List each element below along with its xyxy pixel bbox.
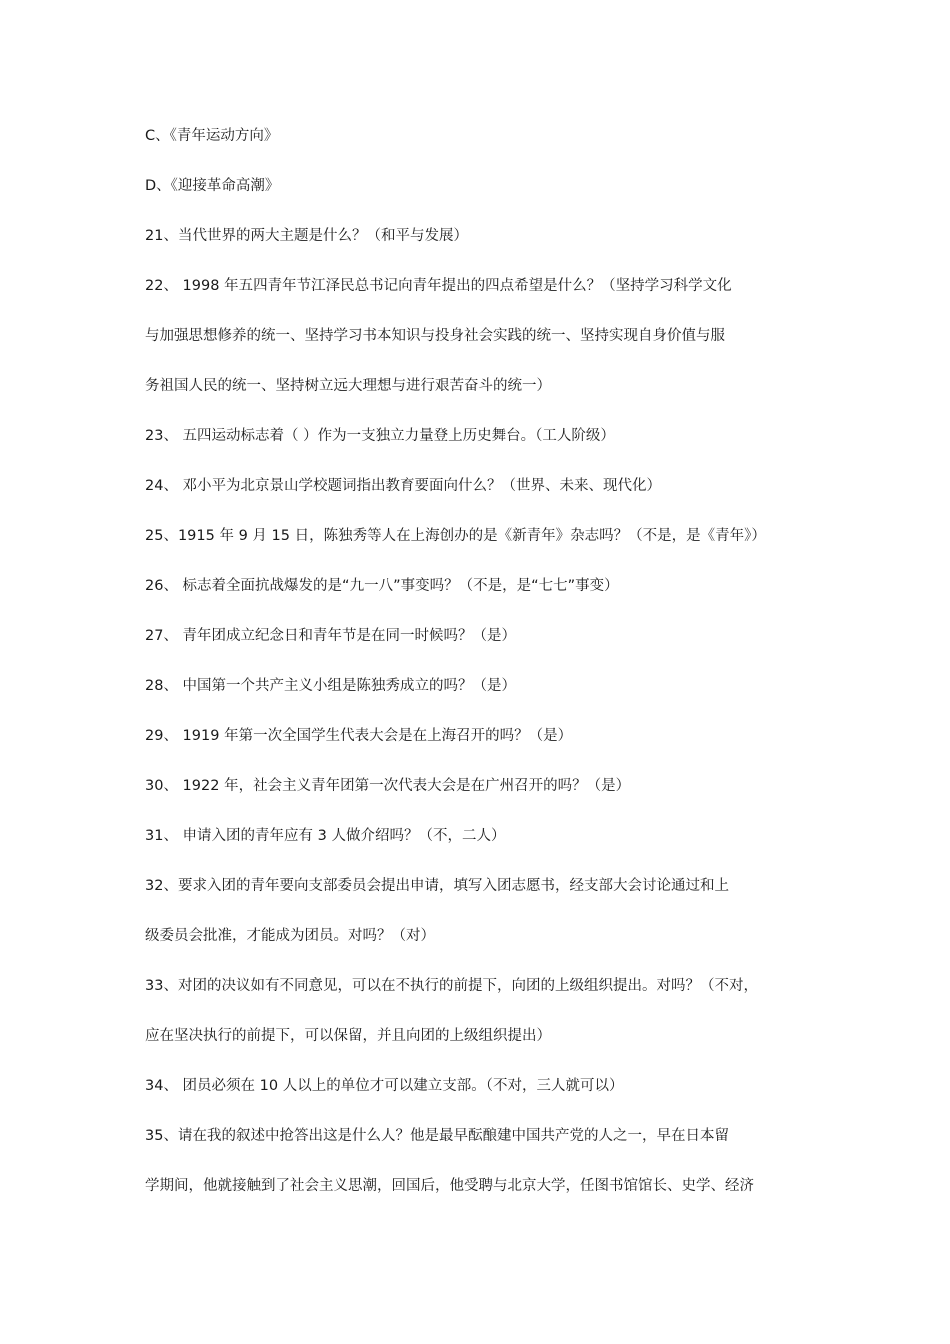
question-25: 25、1915 年 9 月 15 日，陈独秀等人在上海创办的是《新青年》杂志吗？（不是，是《青年》）: [145, 528, 766, 544]
question-33: 33、对团的决议如有不同意见，可以在不执行的前提下，向团的上级组织提出。对吗？（不对，: [145, 978, 758, 994]
question-34: 34、 团员必须在 10 人以上的单位才可以建立支部。（不对，三人就可以）: [145, 1078, 624, 1094]
question-33-cont: 应在坚决执行的前提下，可以保留，并且向团的上级组织提出）: [145, 1028, 551, 1044]
question-31: 31、 申请入团的青年应有 3 人做介绍吗？（不，二人）: [145, 828, 506, 844]
question-24: 24、 邓小平为北京景山学校题词指出教育要面向什么？（世界、未来、现代化）: [145, 478, 662, 494]
question-23: 23、 五四运动标志着（ ）作为一支独立力量登上历史舞台。（工人阶级）: [145, 428, 615, 444]
question-21: 21、当代世界的两大主题是什么？（和平与发展）: [145, 228, 468, 244]
question-29: 29、 1919 年第一次全国学生代表大会是在上海召开的吗？（是）: [145, 728, 573, 744]
question-32-cont: 级委员会批准，才能成为团员。对吗？（对）: [145, 928, 435, 944]
question-32: 32、要求入团的青年要向支部委员会提出申请，填写入团志愿书，经支部大会讨论通过和上: [145, 878, 729, 894]
question-28: 28、 中国第一个共产主义小组是陈独秀成立的吗？（是）: [145, 678, 517, 694]
option-d: D、《迎接革命高潮》: [145, 178, 280, 194]
option-c: C、《青年运动方向》: [145, 128, 279, 144]
question-35: 35、请在我的叙述中抢答出这是什么人？他是最早酝酿建中国共产党的人之一，早在日本留: [145, 1128, 729, 1144]
question-30: 30、 1922 年，社会主义青年团第一次代表大会是在广州召开的吗？（是）: [145, 778, 631, 794]
question-26: 26、 标志着全面抗战爆发的是“九一八”事变吗？（不是，是“七七”事变）: [145, 578, 619, 594]
question-27: 27、 青年团成立纪念日和青年节是在同一时候吗？（是）: [145, 628, 517, 644]
question-22-cont-1: 与加强思想修养的统一、坚持学习书本知识与投身社会实践的统一、坚持实现自身价值与服: [145, 328, 725, 344]
question-35-cont: 学期间，他就接触到了社会主义思潮，回国后，他受聘与北京大学，任图书馆馆长、史学、经济: [145, 1178, 754, 1194]
question-22-cont-2: 务祖国人民的统一、坚持树立远大理想与进行艰苦奋斗的统一）: [145, 378, 551, 394]
question-22: 22、 1998 年五四青年节江泽民总书记向青年提出的四点希望是什么？（坚持学习科学文化: [145, 278, 732, 294]
